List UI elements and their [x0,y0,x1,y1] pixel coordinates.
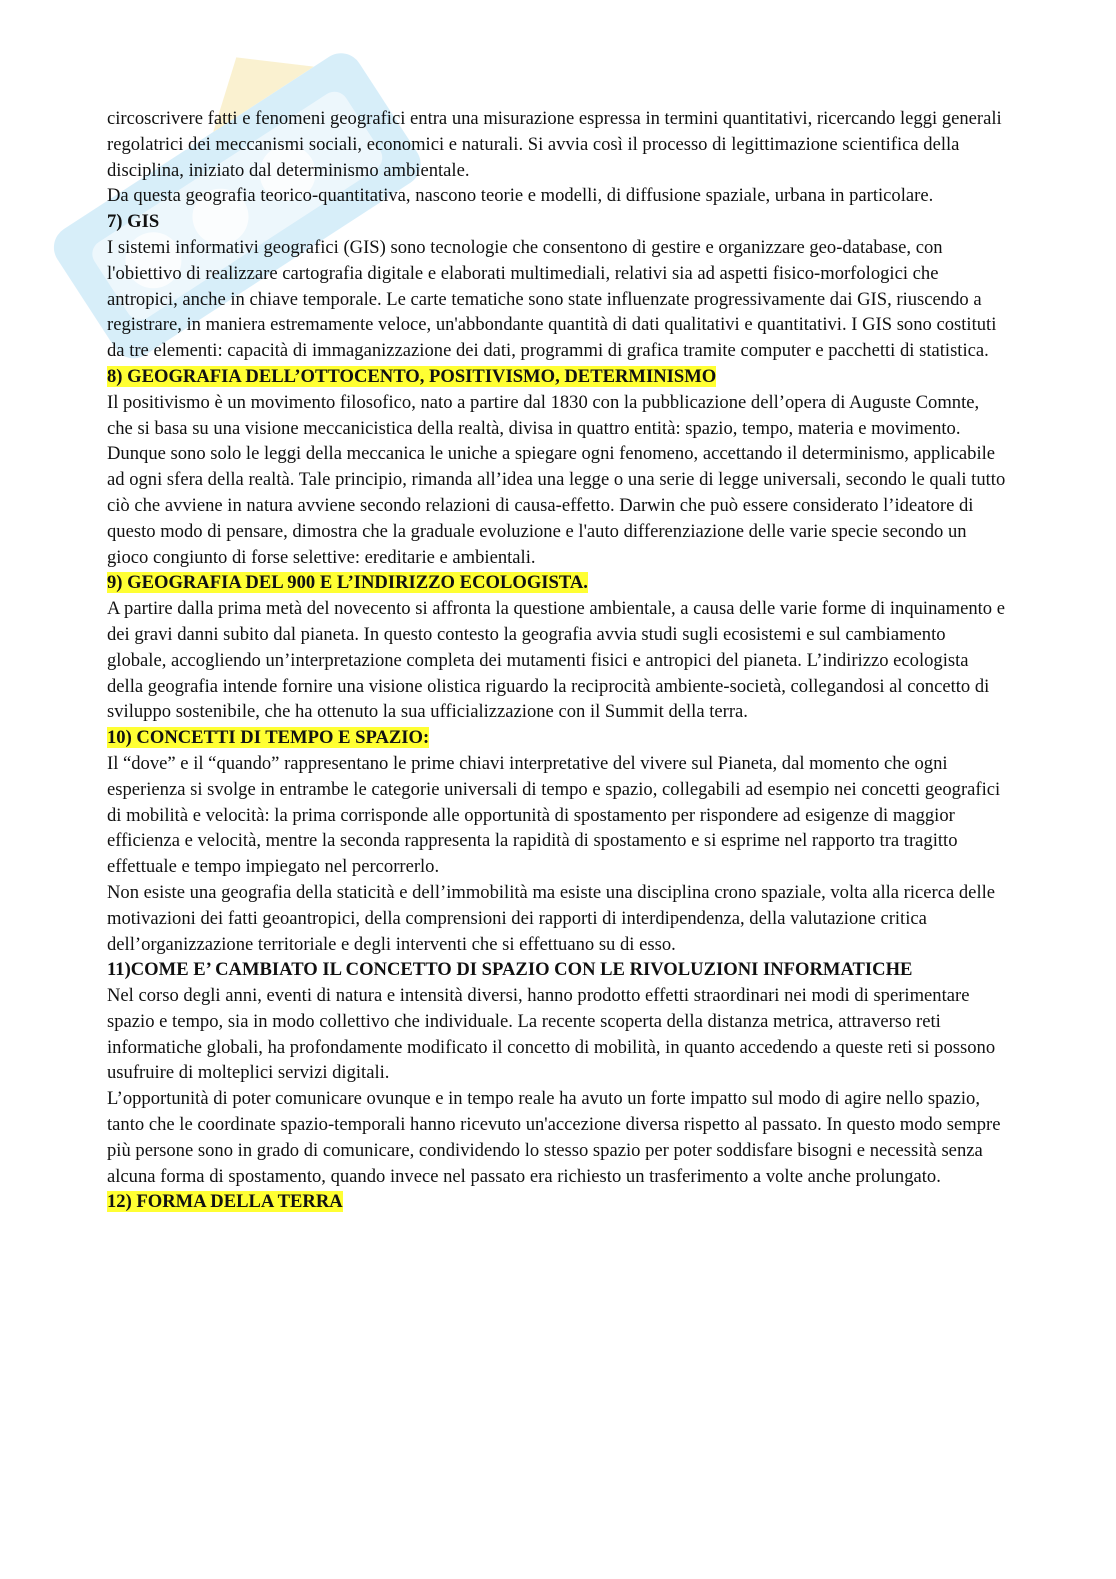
paragraph: A partire dalla prima metà del novecento si affronta la questione ambientale, a causa delle varie forme di inquinamento e dei gravi danni subito dal pianeta. In questo contesto la geografia avvia studi sugli ecosistemi e sul cambiamento globale, accogliendo un’interpretazione completa dei mutamenti fisici e antropici del pianeta. L’indirizzo ecologista della geografia intende fornire una visione olistica riguardo la reciprocità ambiente-società, collegandosi al concetto di sviluppo sostenibile, che ha ottenuto la sua ufficializzazione con il Summit della terra. [107,598,1006,723]
section-heading-text: 9) GEOGRAFIA DEL 900 E L’INDIRIZZO ECOLOGISTA. [107,572,588,594]
section-heading [107,725,1007,751]
paragraph: L’opportunità di poter comunicare ovunque e in tempo reale ha avuto un forte impatto sul modo di agire nello spazio, tanto che le coordinate spazio-temporali hanno ricevuto un'accezione diversa rispetto al passato. In questo modo sempre più persone sono in grado di comunicare, condividendo lo stesso spazio per poter soddisfare bisogni e necessità senza alcuna forma di spostamento, quando invece nel passato era richiesto un trasferimento a volte anche prolungato. [107,1088,1001,1187]
section-heading-text: 7) GIS [107,211,160,233]
paragraph: Il “dove” e il “quando” rappresentano le prime chiavi interpretative del vivere sul Pianeta, dal momento che ogni esperienza si svolge in entrambe le categorie universali di tempo e spazio, collegabili ad esempio nei concetti geografici di mobilità e velocità: la prima corrisponde alle opportunità di spostamento per rispondere ad esigenze di maggior efficienza e velocità, mentre la seconda rappresenta la rapidità di spostamento e si esprime nel rapporto tra tragitto effettuale e tempo impiegato nel percorrerlo. [107,752,1001,878]
document-page [107,106,1007,1215]
section-heading [107,1189,1007,1215]
paragraph: circoscrivere fatti e fenomeni geografici entra una misurazione espressa in termini quantitativi, ricercando leggi generali regolatrici dei meccanismi sociali, economici e naturali. Si avvia così il processo di legittimazione scientifica della disciplina, iniziato dal determinismo ambientale. [107,108,1002,181]
paragraph: I sistemi informativi geografici (GIS) sono tecnologie che consentono di gestire e organizzare geo-database, con l'obiettivo di realizzare cartografia digitale e elaborati multimediali, relativi sia ad aspetti fisico-morfologici che antropici, anche in chiave temporale. Le carte tematiche sono state influenzate progressivamente dai GIS, riuscendo a registrare, in maniera estremamente veloce, un'abbondante quantità di dati qualitativi e quantitativi. I GIS sono costituti da tre elementi: capacità di immaganizzazione dei dati, programmi di grafica tramite computer e pacchetti di statistica. [107,236,997,362]
section-heading-text: 8) GEOGRAFIA DELL’OTTOCENTO, POSITIVISMO, DETERMINISMO [107,365,717,387]
section-heading [107,209,1007,235]
paragraph: Nel corso degli anni, eventi di natura e intensità diversi, hanno prodotto effetti straordinari nei modi di sperimentare spazio e tempo, sia in modo collettivo che individuale. La recente scoperta della distanza metrica, attraverso reti informatiche globali, ha profondamente modificato il concetto di mobilità, in quanto accedendo a queste reti si possono usufruire di molteplici servizi digitali. [107,985,996,1084]
section-heading-text: 12) FORMA DELLA TERRA [107,1191,343,1213]
section-heading [107,570,1007,596]
section-heading-text: 10) CONCETTI DI TEMPO E SPAZIO: [107,727,430,749]
paragraph: Da questa geografia teorico-quantitativa, nascono teorie e modelli, di diffusione spaziale, urbana in particolare. [107,185,934,207]
section-heading [107,364,1007,390]
paragraph: Non esiste una geografia della staticità e dell’immobilità ma esiste una disciplina crono spaziale, volta alla ricerca delle motivazioni dei fatti geoantropici, della comprensioni dei rapporti di interdipendenza, della valutazione critica dell’organizzazione territoriale e degli interventi che si effettuano su di esso. [107,881,996,955]
section-heading-text: 11)COME E’ CAMBIATO IL CONCETTO DI SPAZIO CON LE RIVOLUZIONI INFORMATICHE [107,959,913,981]
paragraph: Il positivismo è un movimento filosofico, nato a partire dal 1830 con la pubblicazione dell’opera di Auguste Comnte, che si basa su una visione meccanicistica della realtà, divisa in quattro entità: spazio, tempo, materia e movimento. Dunque sono solo le leggi della meccanica le uniche a spiegare ogni fenomeno, accettando il determinismo, applicabile ad ogni sfera della realtà. Tale principio, rimanda all’idea una legge o una serie di legge universali, secondo le quali tutto ciò che avviene in natura avviene secondo relazioni di causa-effetto. Darwin che può essere considerato l’ideatore di questo modo di pensare, dimostra che la graduale evoluzione e l'auto differenziazione delle varie specie secondo un gioco congiunto di forse selettive: ereditarie e ambientali. [107,391,1006,568]
section-heading [107,957,1007,983]
